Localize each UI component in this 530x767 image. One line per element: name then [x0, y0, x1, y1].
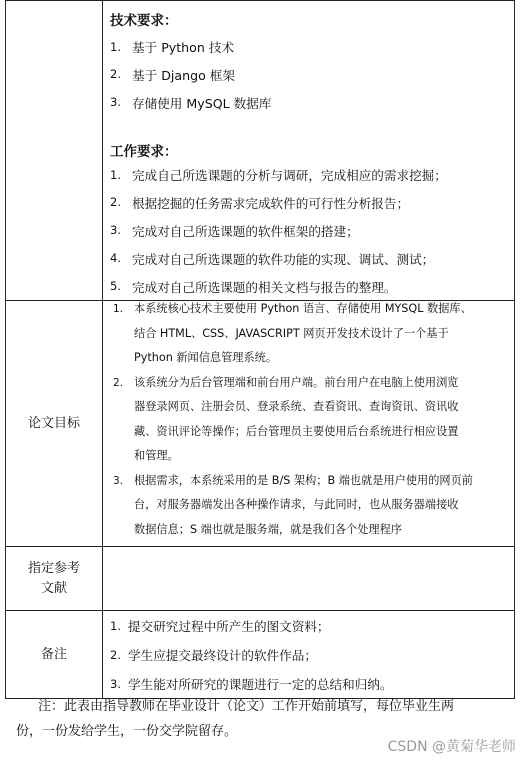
remarks-label: 备注 — [6, 611, 103, 699]
thesis-goal-row — [6, 301, 515, 547]
list-item: 2. 基于 Django 框架 — [110, 67, 235, 83]
list-item: 2. 根据挖掘的任务需求完成软件的可行性分析报告； — [110, 195, 410, 211]
requirements-content-cell — [103, 1, 515, 301]
requirements-row — [6, 1, 515, 301]
thesis-goal-label: 论文目标 — [6, 301, 103, 547]
csdn-watermark: CSDN @黄菊华老师 — [387, 739, 516, 755]
remarks-content-cell — [103, 611, 515, 699]
thesis-goal-content-cell — [103, 301, 515, 547]
list-item: 1. 提交研究过程中所产生的图文资料； — [110, 618, 330, 634]
remarks-row — [6, 611, 515, 699]
references-row — [6, 547, 515, 611]
references-label: 指定参考 文献 — [6, 547, 103, 611]
tech-requirements-block — [103, 1, 514, 116]
list-item: 3. 存储使用 MySQL 数据库 — [110, 95, 272, 111]
list-item: 2. 该系统分为后台管理端和前台用户端。前台用户在电脑上使用浏览 器登录网页、注册会员、登录系统、查看资讯、查询资讯、资讯收 藏、资讯评论等操作；后台管理员主要使用后台系统进行相应设置 和管理。 — [113, 375, 459, 462]
list-item: 4. 完成对自己所选课题的软件功能的实现、调试、测试； — [110, 251, 435, 267]
thesis-goal-list — [103, 297, 514, 542]
list-item: 3. 根据需求，本系统采用的是 B/S 架构；B 端也就是用户使用的网页前 台，对服务器端发出各种操作请求，与此同时，也从服务器端接收 数据信息；S 端也就是服务端，就是我们各个处理程序 — [113, 473, 473, 536]
footnote-line-1: 注：此表由指导教师在毕业设计（论文）工作开始前填写，每位毕业生两 — [38, 699, 455, 714]
list-item: 1. 完成自己所选课题的分析与调研，完成相应的需求挖掘； — [110, 167, 447, 183]
list-item: 3. 完成对自己所选课题的软件框架的搭建； — [110, 223, 359, 239]
thesis-task-table — [5, 0, 515, 699]
list-item: 1. 基于 Python 技术 — [110, 39, 235, 55]
list-item: 3. 学生能对所研究的课题进行一定的总结和归纳。 — [110, 676, 393, 692]
tech-requirements-title: 技术要求： — [110, 13, 178, 29]
remarks-list — [103, 611, 514, 698]
list-item: 5. 完成对自己所选课题的相关文档与报告的整理。 — [110, 279, 397, 295]
requirements-label-cell — [6, 1, 103, 301]
work-requirements-title: 工作要求： — [110, 144, 178, 160]
work-requirements-block — [103, 116, 514, 300]
list-item: 2. 学生应提交最终设计的软件作品； — [110, 647, 317, 663]
references-content-cell — [103, 547, 515, 611]
list-item: 1. 本系统核心技术主要使用 Python 语言、存储使用 MYSQL 数据库、 结合 HTML、CSS、JAVASCRIPT 网页开发技术设计了一个基于 Python 新闻信息管理系统。 — [113, 302, 472, 364]
footnote-line-2: 份，一份发给学生，一份交学院留存。 — [16, 724, 238, 739]
